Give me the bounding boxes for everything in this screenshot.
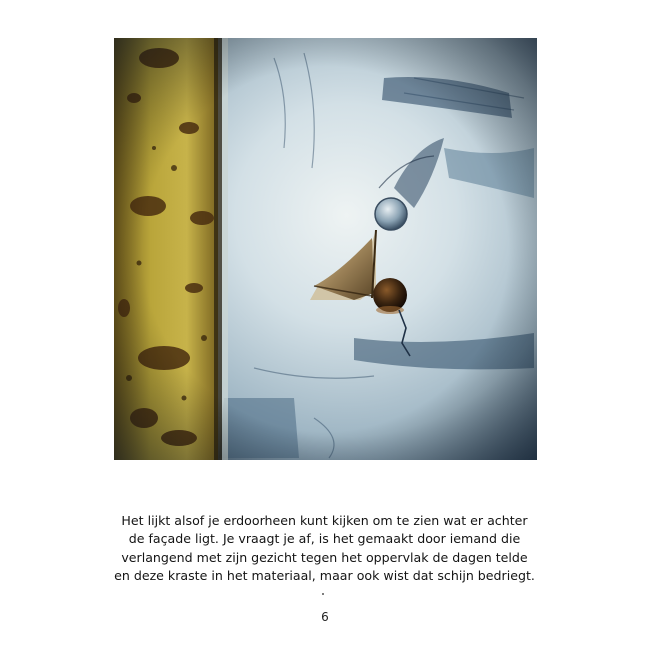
page-number: 6 bbox=[321, 610, 329, 624]
caption-line: Het lijkt alsof je erdoorheen kunt kijken om te zien wat er achter bbox=[121, 513, 528, 528]
caption-line: de façade ligt. Je vraagt je af, is het gemaakt door iemand die bbox=[128, 531, 521, 547]
caption-line: en deze kraste in het materiaal, maar ook wist dat schijn bedriegt. bbox=[114, 567, 535, 583]
caption-line: verlangend met zijn gezicht tegen het oppervlak de dagen telde bbox=[121, 549, 528, 565]
weathered-metal-photo bbox=[114, 38, 537, 460]
ornament-dot bbox=[322, 593, 324, 595]
caption-paragraph bbox=[100, 512, 549, 585]
